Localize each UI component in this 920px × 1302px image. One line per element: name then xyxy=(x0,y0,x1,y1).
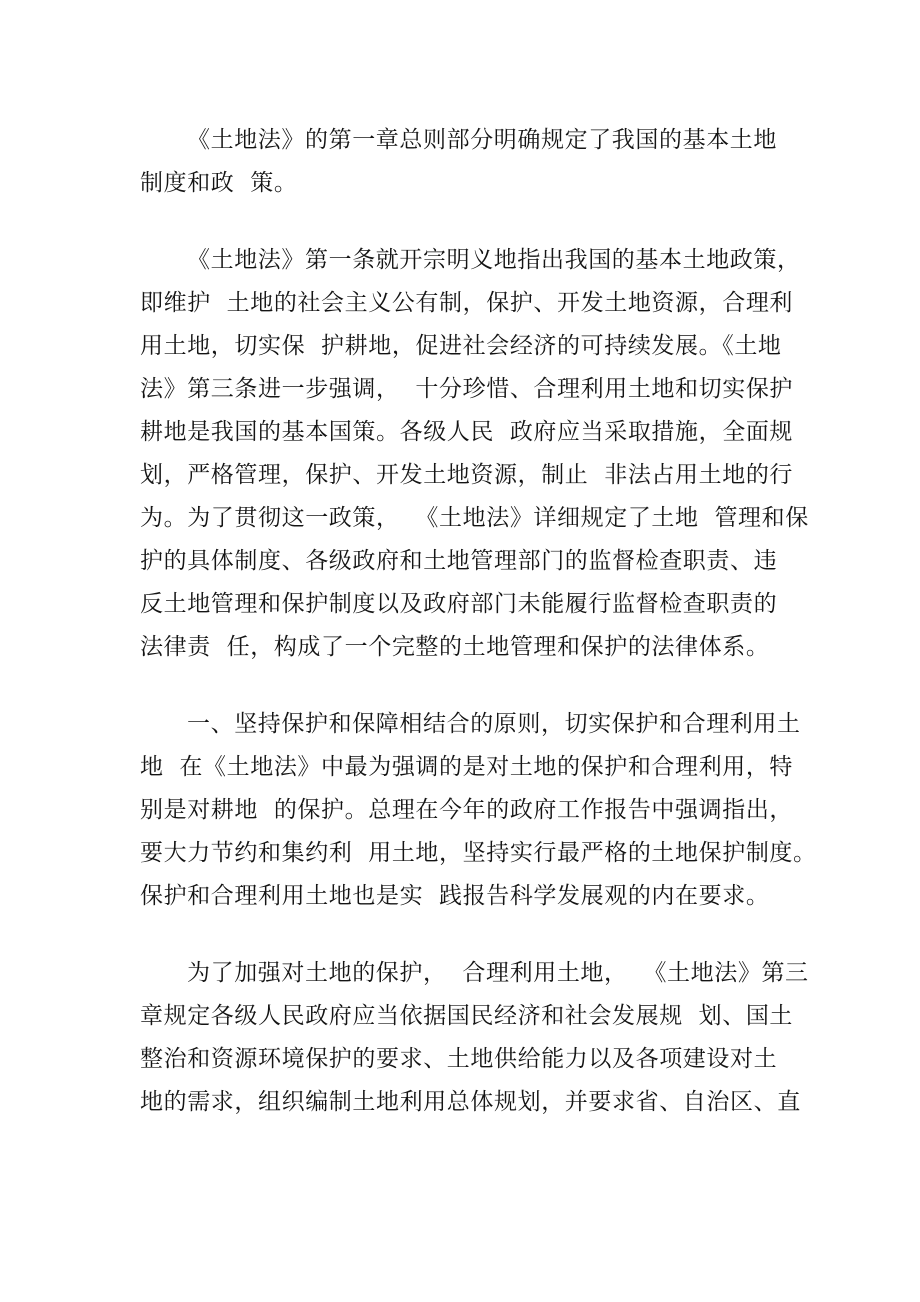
text-line: 《土地法》第一条就开宗明义地指出我国的基本土地政策， xyxy=(187,247,801,273)
text-line: 一、坚持保护和保障相结合的原则，切实保护和合理利用土 xyxy=(187,711,801,737)
text-line: 为了加强对土地的保护， 合理利用土地， 《土地法》第三 xyxy=(187,960,809,986)
text-line: 护的具体制度、各级政府和土地管理部门的监督检查职责、违 xyxy=(140,548,778,574)
text-line: 别是对耕地 的保护。总理在今年的政府工作报告中强调指出， xyxy=(140,797,794,823)
text-line: 法》第三条进一步强调， 十分珍惜、合理利用土地和切实保护 xyxy=(140,376,794,402)
paragraph-3 xyxy=(140,703,817,918)
text-line: 法律责 任，构成了一个完整的土地管理和保护的法律体系。 xyxy=(140,634,770,660)
text-line: 制度和政 策。 xyxy=(140,170,298,196)
text-line: 耕地是我国的基本国策。各级人民 政府应当采取措施，全面规 xyxy=(140,419,794,445)
paragraph-1 xyxy=(140,119,792,205)
text-line: 用土地，切实保 护耕地，促进社会经济的可持续发展。《土地 xyxy=(140,333,782,359)
paragraph-4 xyxy=(140,952,809,1124)
text-line: 为。为了贯彻这一政策， 《土地法》详细规定了土地 管理和保 xyxy=(140,505,809,531)
text-line: 章规定各级人民政府应当依据国民经济和社会发展规 划、国土 xyxy=(140,1003,794,1029)
text-line: 地 在《土地法》中最为强调的是对土地的保护和合理利用，特 xyxy=(140,754,794,780)
text-line: 要大力节约和集约利 用土地，坚持实行最严格的土地保护制度。 xyxy=(140,840,817,866)
text-line: 地的需求，组织编制土地利用总体规划，并要求省、自治区、直 xyxy=(140,1089,801,1115)
text-line: 整治和资源环境保护的要求、土地供给能力以及各项建设对土 xyxy=(140,1046,778,1072)
text-line: 即维护 土地的社会主义公有制，保护、开发土地资源，合理利 xyxy=(140,290,794,316)
text-line: 划，严格管理，保护、开发土地资源，制止 非法占用土地的行 xyxy=(140,462,794,488)
paragraph-2 xyxy=(140,239,809,669)
text-line: 《土地法》的第一章总则部分明确规定了我国的基本土地 xyxy=(187,127,777,153)
text-line: 保护和合理利用土地也是实 践报告科学发展观的内在要求。 xyxy=(140,883,770,909)
text-line: 反土地管理和保护制度以及政府部门未能履行监督检查职责的 xyxy=(140,591,778,617)
